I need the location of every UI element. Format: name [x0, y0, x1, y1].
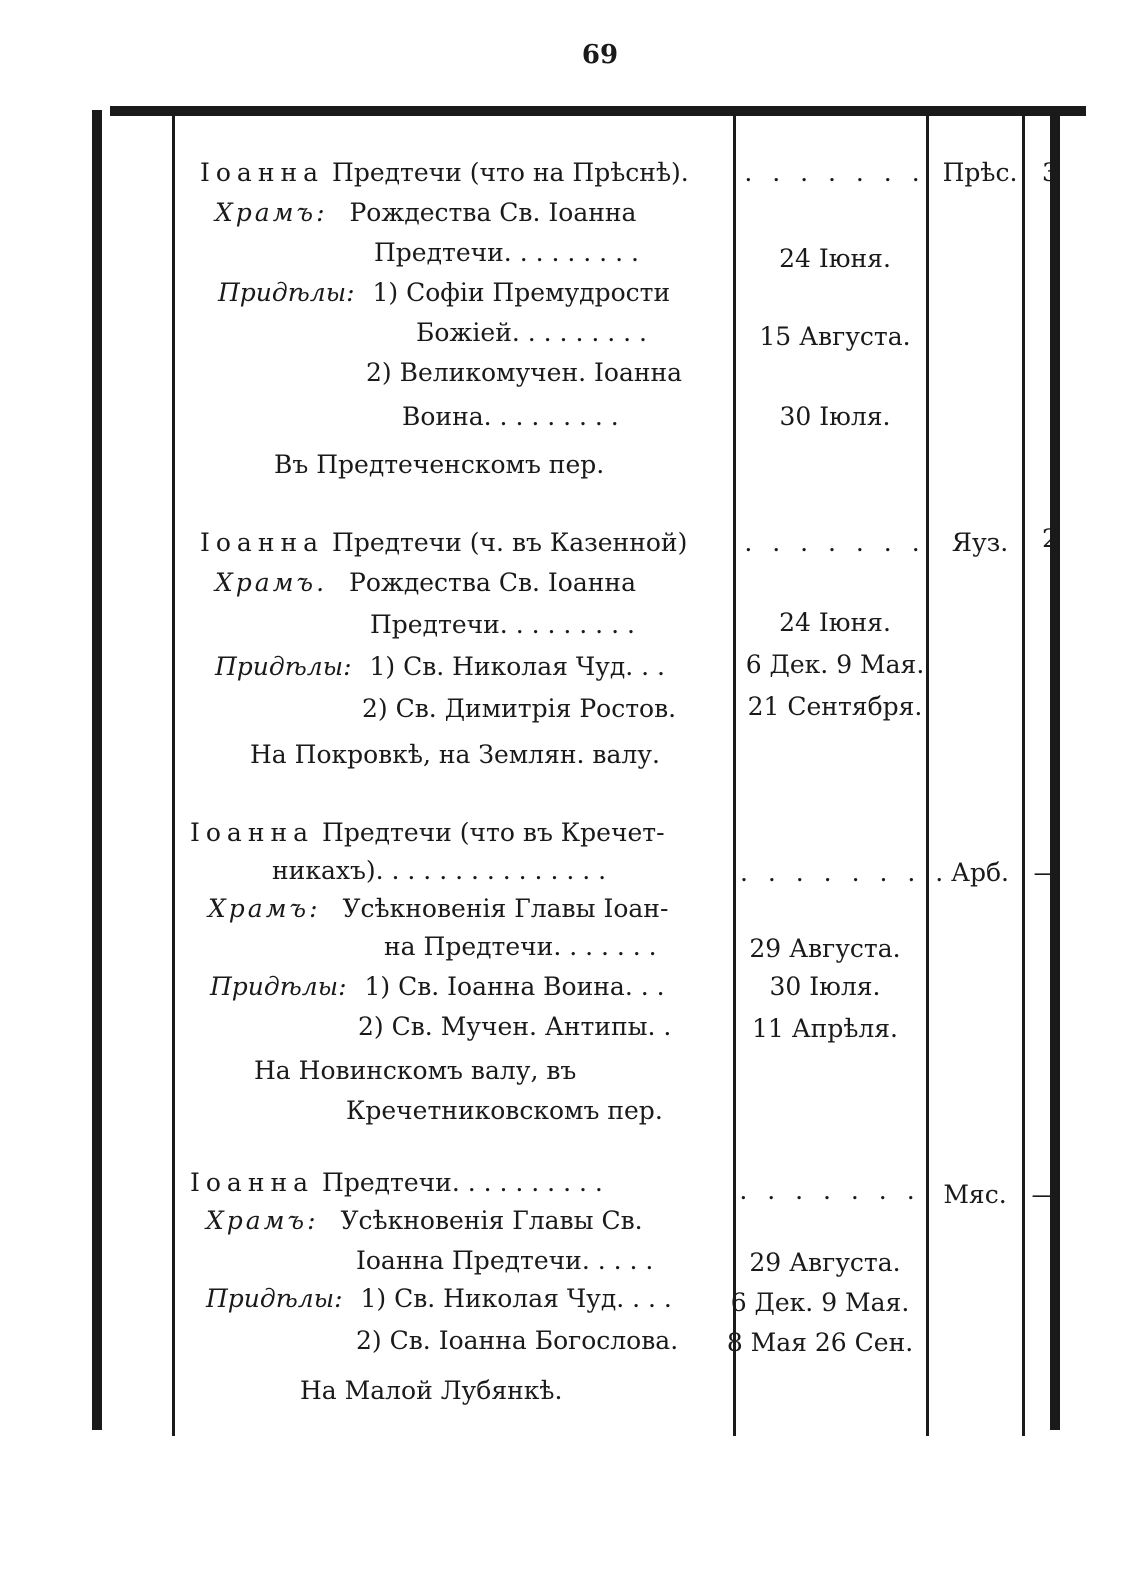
- page-number: 69: [581, 40, 619, 70]
- entry-title-text: Предтечи (что въ Кречет-: [322, 818, 665, 847]
- khram-text: Рождества Св. Іоанна: [349, 568, 636, 597]
- feast-date: 6 Дек. 9 Мая.: [730, 1288, 910, 1317]
- pridely-label: Придѣлы:: [210, 972, 347, 1001]
- address-line: На Покровкѣ, на Землян. валу.: [250, 740, 660, 769]
- entry-title-name: Іоанна: [200, 158, 325, 187]
- feast-date: 6 Дек. 9 Мая.: [745, 650, 925, 679]
- feast-date: 24 Іюня.: [779, 244, 891, 273]
- pridely-label: Придѣлы:: [218, 278, 355, 307]
- khram-label: Храмъ.: [215, 568, 328, 597]
- pridel-1-text: 1) Св. Николая Чуд. . . .: [360, 1284, 672, 1313]
- pridely-line: [206, 1284, 672, 1314]
- table-left-border: [92, 110, 102, 1430]
- pridel-2-line-2: Воина. . . . . . . . .: [402, 402, 619, 431]
- entry-number: 2: [1042, 524, 1058, 553]
- address-line: Въ Предтеченскомъ пер.: [274, 450, 605, 479]
- pridel-2-line: 2) Св. Мучен. Антипы. .: [358, 1012, 672, 1041]
- feast-date: 24 Іюня.: [779, 608, 891, 637]
- column-divider-1: [172, 116, 175, 1436]
- table-top-rule: [110, 106, 1086, 116]
- pridel-1-text: 1) Св. Николая Чуд. . .: [369, 652, 665, 681]
- entry-title-line-2: никахъ). . . . . . . . . . . . . . .: [272, 856, 607, 885]
- feast-date: 29 Августа.: [749, 934, 901, 963]
- khram-line: [208, 894, 668, 924]
- column-divider-2: [733, 116, 736, 1436]
- entry-title: [200, 528, 687, 558]
- entry-title-text: Предтечи. . . . . . . . . .: [322, 1168, 603, 1197]
- feast-date: 11 Апрѣля.: [751, 1014, 899, 1043]
- pridel-2-line: 2) Великомучен. Іоанна: [366, 358, 683, 387]
- address-line-2: Кречетниковскомъ пер.: [346, 1096, 663, 1125]
- khram-text: Рождества Св. Іоанна: [349, 198, 637, 227]
- title-dots: . . . . . . .: [739, 1176, 921, 1205]
- khram-line-2: на Предтечи. . . . . . .: [384, 932, 657, 961]
- khram-line: [215, 568, 636, 598]
- district: Яуз.: [951, 528, 1009, 557]
- feast-date: 21 Сентября.: [747, 692, 923, 721]
- entry-title-text: Предтечи (что на Прѣснѣ).: [332, 158, 689, 187]
- khram-line-2: Предтечи. . . . . . . . .: [374, 238, 639, 267]
- khram-label: Храмъ:: [215, 198, 328, 227]
- entry-title: [190, 818, 665, 848]
- feast-date: 29 Августа.: [749, 1248, 901, 1277]
- pridely-line: [210, 972, 665, 1002]
- khram-text: Усѣкновенія Главы Іоан-: [342, 894, 669, 923]
- pridely-line: [215, 652, 665, 682]
- address-line: На Новинскомъ валу, въ: [254, 1056, 577, 1085]
- khram-label: Храмъ:: [206, 1206, 319, 1235]
- feast-date: 30 Іюля.: [769, 972, 881, 1001]
- khram-line: [206, 1206, 643, 1236]
- table-right-border: [1050, 110, 1060, 1430]
- entry-number: —: [1031, 1180, 1057, 1209]
- address-line: На Малой Лубянкѣ.: [300, 1376, 563, 1405]
- khram-line: [215, 198, 636, 228]
- entry-title-name: Іоанна: [200, 528, 325, 557]
- pridel-1-line-2: Божіей. . . . . . . . .: [416, 318, 647, 347]
- entry-title-name: Іоанна: [190, 1168, 315, 1197]
- pridel-2-line: 2) Св. Димитрія Ростов.: [362, 694, 677, 723]
- column-divider-4: [1022, 116, 1025, 1436]
- entry-title-text: Предтечи (ч. въ Казенной): [332, 528, 688, 557]
- title-dots: . . . . . . .: [744, 158, 926, 187]
- feast-date: 8 Мая 26 Сен.: [726, 1328, 914, 1357]
- column-divider-3: [926, 116, 929, 1436]
- district: Арб.: [951, 858, 1009, 887]
- pridel-1-text: 1) Софіи Премудрости: [372, 278, 671, 307]
- pridely-label: Придѣлы:: [215, 652, 352, 681]
- khram-line-2: Предтечи. . . . . . . . .: [370, 610, 635, 639]
- entry-title: [200, 158, 689, 188]
- entry-number: —: [1033, 858, 1059, 887]
- entry-title: [190, 1168, 603, 1198]
- feast-date: 15 Августа.: [759, 322, 911, 351]
- district: Мяс.: [943, 1180, 1007, 1209]
- feast-date: 30 Іюля.: [779, 402, 891, 431]
- entry-number: 3: [1042, 158, 1058, 187]
- pridel-1-text: 1) Св. Іоанна Воина. . .: [364, 972, 665, 1001]
- khram-label: Храмъ:: [208, 894, 321, 923]
- entry-title-name: Іоанна: [190, 818, 315, 847]
- district: Прѣс.: [942, 158, 1018, 187]
- pridel-2-line: 2) Св. Іоанна Богослова.: [356, 1326, 679, 1355]
- title-dots: . . . . . . . .: [740, 858, 950, 887]
- khram-line-2: Іоанна Предтечи. . . . .: [356, 1246, 654, 1275]
- pridely-label: Придѣлы:: [206, 1284, 343, 1313]
- pridely-line: [218, 278, 670, 308]
- khram-text: Усѣкновенія Главы Св.: [340, 1206, 643, 1235]
- title-dots: . . . . . . .: [744, 528, 926, 557]
